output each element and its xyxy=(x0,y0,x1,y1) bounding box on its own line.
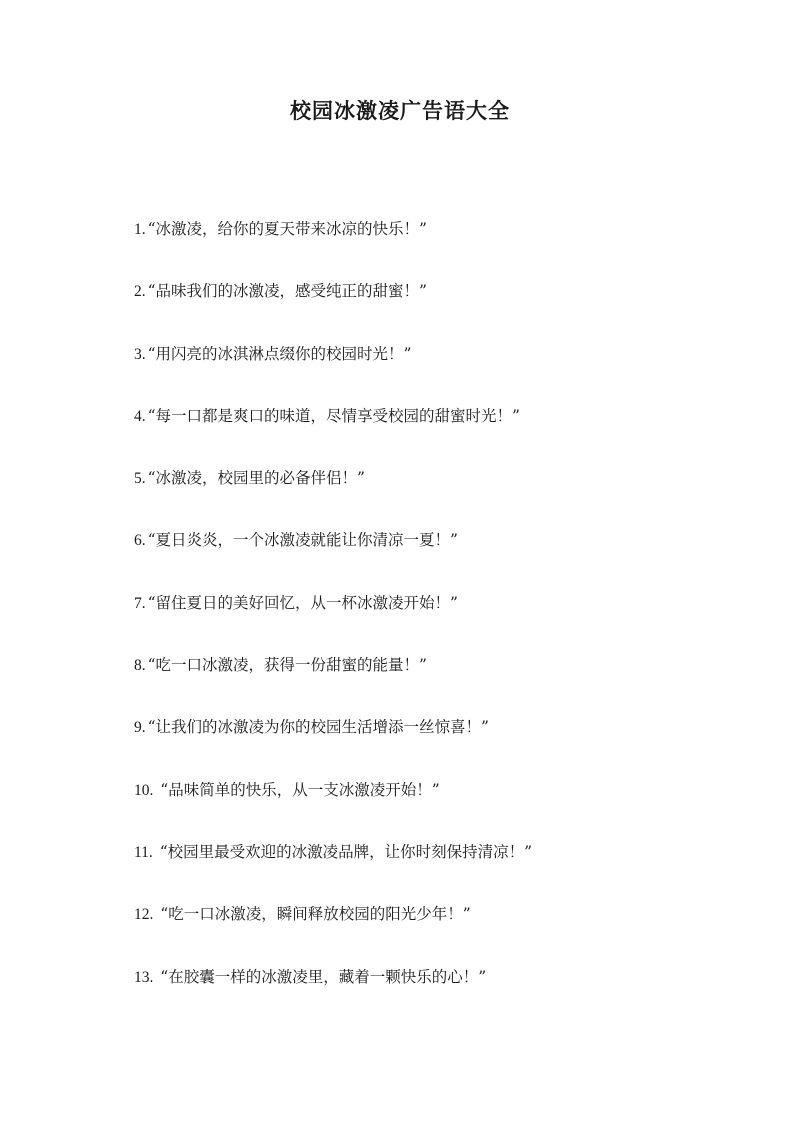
list-item-text: “校园里最受欢迎的冰激凌品牌，让你时刻保持清凉！” xyxy=(154,842,533,861)
list-item xyxy=(134,650,754,712)
list-item xyxy=(134,525,754,587)
list-item-number: 8. xyxy=(134,657,146,675)
list-item-number: 9. xyxy=(134,719,146,737)
list-item xyxy=(134,962,754,1024)
list-item xyxy=(134,214,754,276)
list-item-text: “品味我们的冰激凌，感受纯正的甜蜜！” xyxy=(147,282,427,301)
list-item xyxy=(134,401,754,463)
list-item-number: 2. xyxy=(134,283,146,301)
list-item xyxy=(134,899,754,961)
list-item-number: 3. xyxy=(134,345,146,363)
list-item-text: “留住夏日的美好回忆，从一杯冰激凌开始！” xyxy=(147,593,458,612)
list-item xyxy=(134,837,754,899)
list-item-text: “用闪亮的冰淇淋点缀你的校园时光！” xyxy=(147,344,412,363)
list-item xyxy=(134,775,754,837)
list-item-number: 11. xyxy=(134,843,153,861)
list-item-text: “冰激凌，校园里的必备伴侣！” xyxy=(147,469,365,488)
list-item xyxy=(134,712,754,774)
list-item-text: “夏日炎炎，一个冰激凌就能让你清凉一夏！” xyxy=(147,531,458,550)
list-item-text: “品味简单的快乐，从一支冰激凌开始！” xyxy=(155,780,440,799)
list-item xyxy=(134,339,754,401)
list-item-number: 13. xyxy=(134,968,154,986)
list-item-text: “吃一口冰激凌，瞬间释放校园的阳光少年！” xyxy=(155,905,471,924)
slogan-list xyxy=(134,214,754,1024)
list-item-number: 6. xyxy=(134,532,146,550)
list-item-number: 1. xyxy=(134,221,146,238)
list-item-text: “吃一口冰激凌，获得一份甜蜜的能量！” xyxy=(147,656,427,675)
list-item-number: 4. xyxy=(134,407,146,425)
list-item-text: “每一口都是爽口的味道，尽情享受校园的甜蜜时光！” xyxy=(147,406,520,425)
list-item-number: 5. xyxy=(134,470,146,488)
list-item xyxy=(134,463,754,525)
list-item-text: “冰激凌，给你的夏天带来冰凉的快乐！” xyxy=(147,220,427,238)
list-item-text: “在胶囊一样的冰激凌里，藏着一颗快乐的心！” xyxy=(155,967,487,986)
list-item xyxy=(134,276,754,338)
list-item-number: 12. xyxy=(134,906,154,924)
page-title: 校园冰激凌广告语大全 xyxy=(290,98,510,123)
list-item-text: “让我们的冰激凌为你的校园生活增添一丝惊喜！” xyxy=(147,718,489,737)
list-item-number: 10. xyxy=(134,781,154,799)
list-item xyxy=(134,588,754,650)
list-item-number: 7. xyxy=(134,594,146,612)
